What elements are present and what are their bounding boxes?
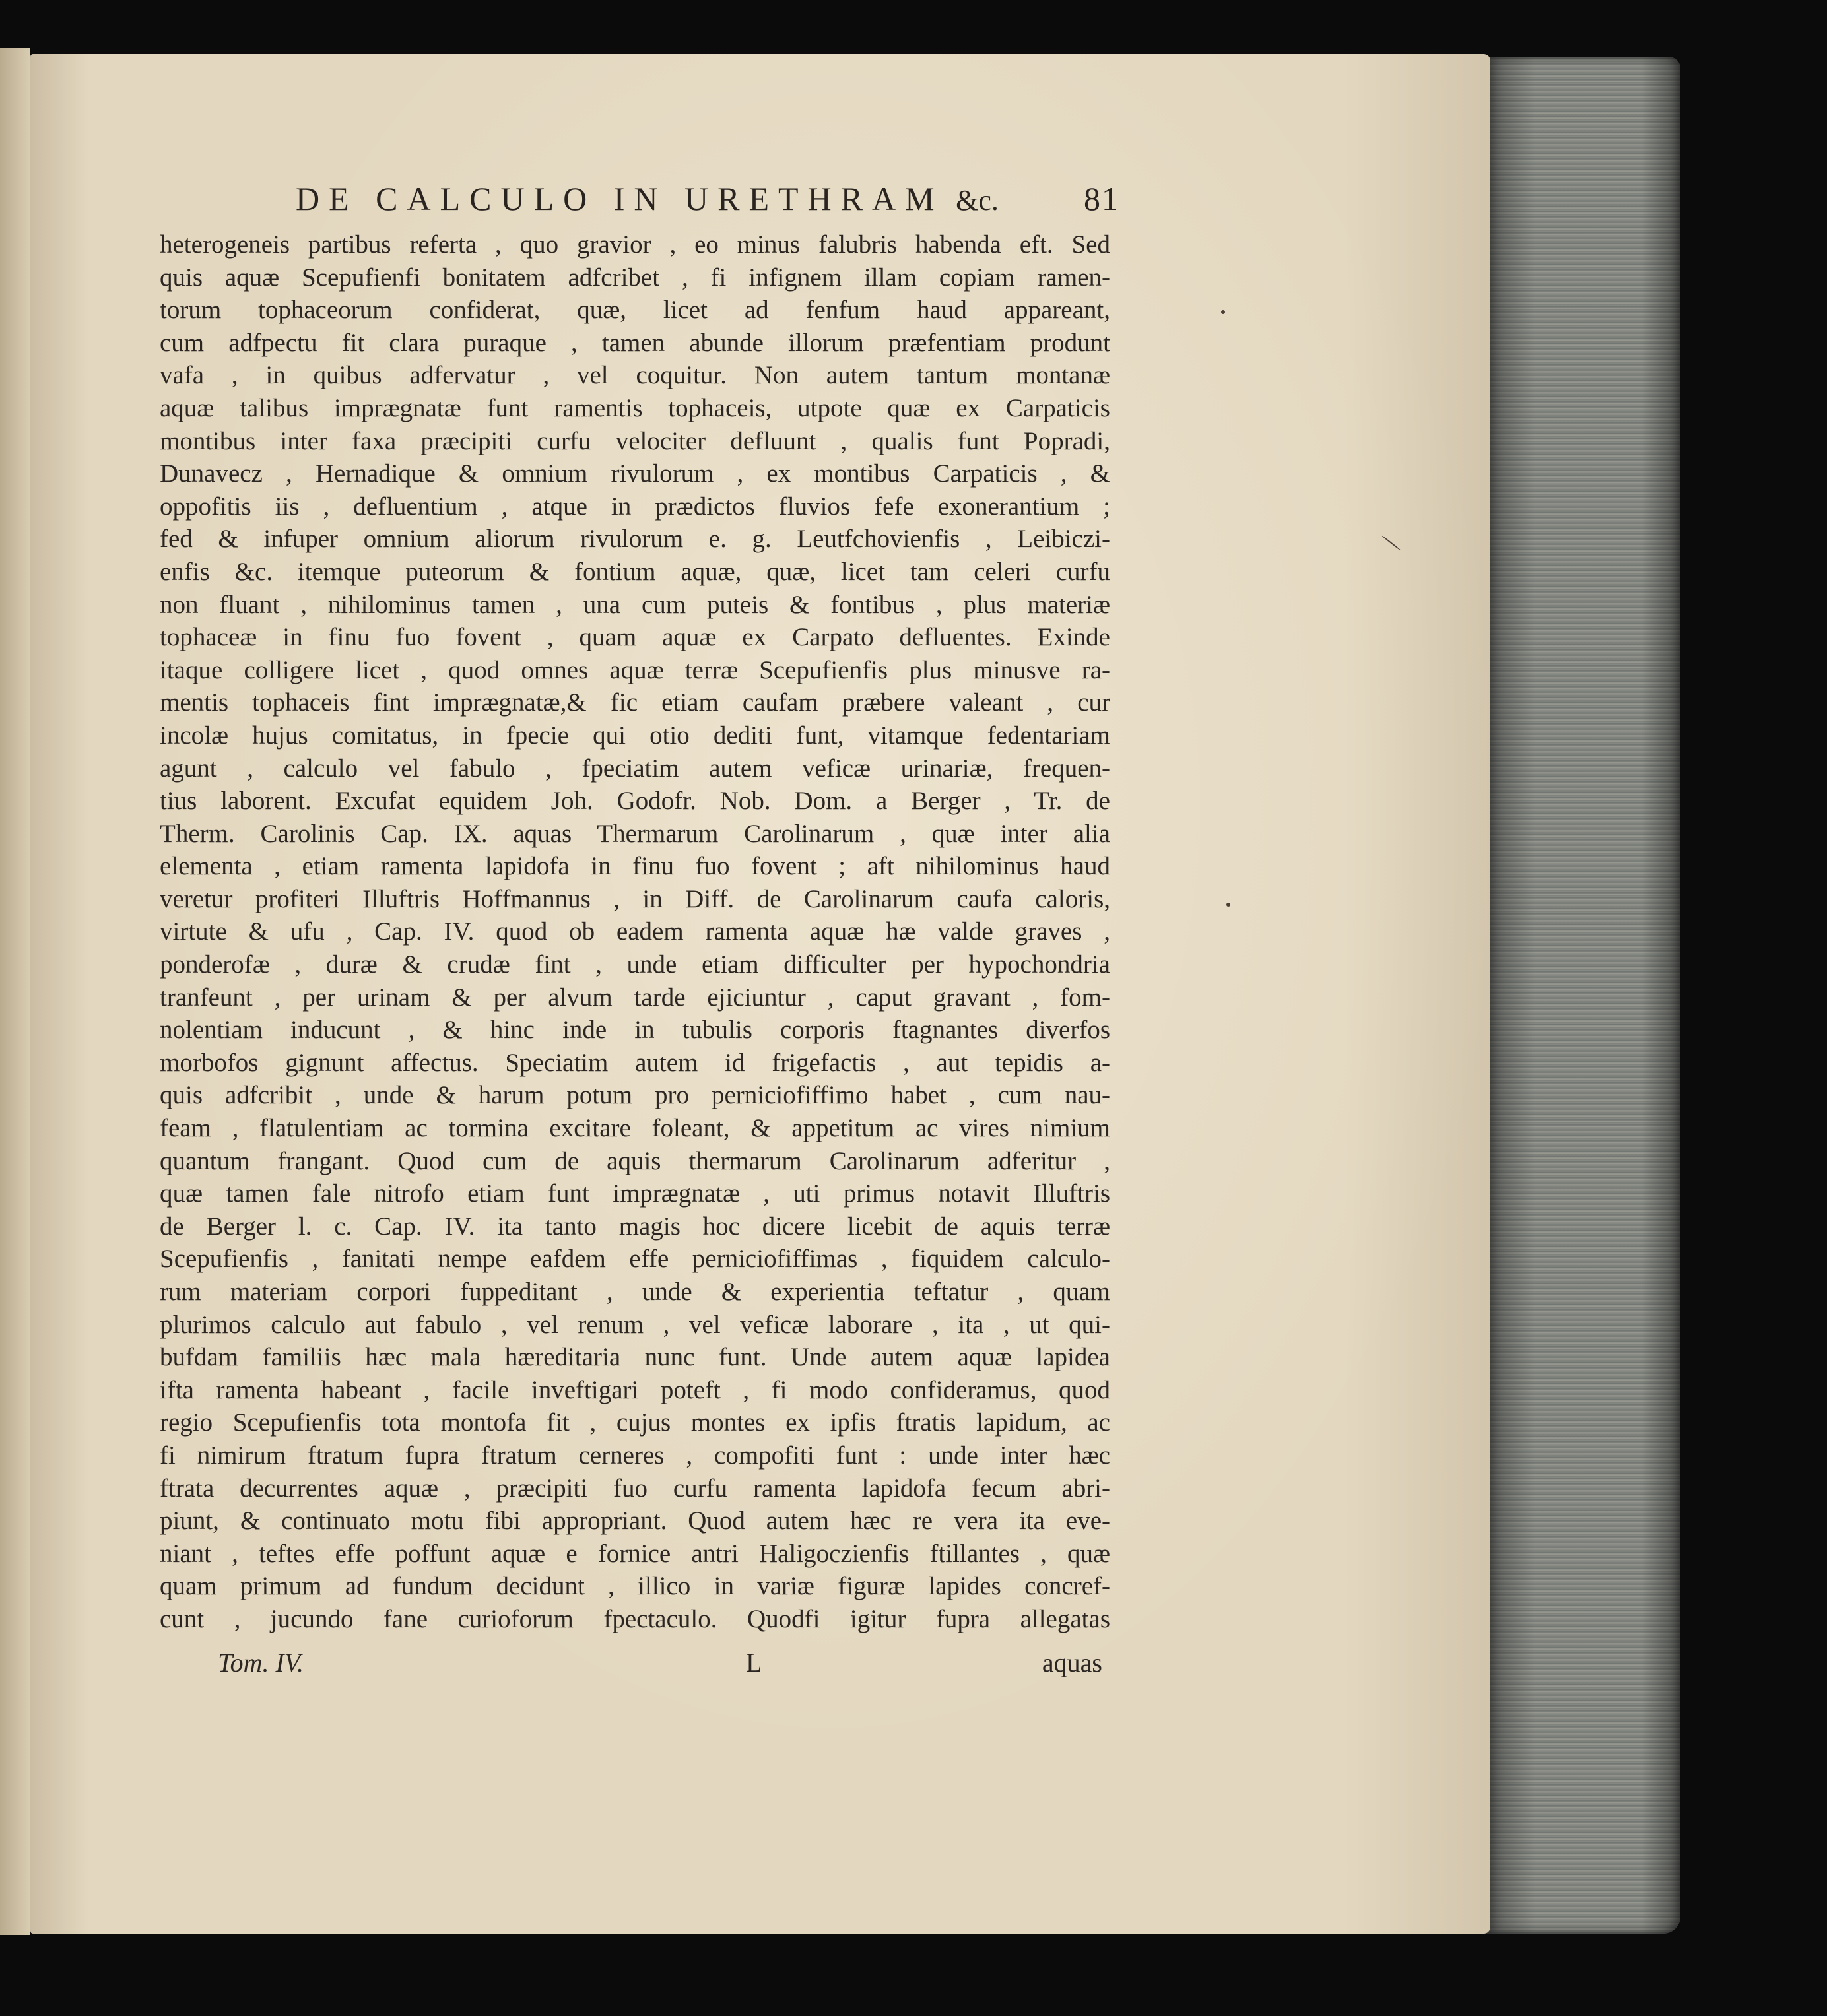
text-line: heterogeneis partibus referta , quo gravior , eo minus falubris habenda eft. Sed [160, 230, 1110, 259]
text-line: nolentiam inducunt , & hinc inde in tubulis corporis ftagnantes diverfos [160, 1016, 1110, 1045]
text-line: quis adfcribit , unde & harum potum pro perniciofiffimo habet , cum nau- [160, 1081, 1110, 1110]
text-line: elementa , etiam ramenta lapidofa in finu fuo fovent ; aft nihilominus haud [160, 852, 1110, 881]
text-line: fi nimirum ftratum fupra ftratum cerneres , compofiti funt : unde inter hæc [160, 1441, 1110, 1470]
text-line: virtute & ufu , Cap. IV. quod ob eadem ramenta aquæ hæ valde graves , [160, 917, 1110, 946]
text-line: cum adfpectu fit clara puraque , tamen abunde illorum præfentiam produnt [160, 328, 1110, 357]
running-title: DE CALCULO IN URETHRAM [296, 180, 944, 217]
text-line: oppofitis iis , defluentium , atque in prædictos fluvios fefe exonerantium ; [160, 492, 1110, 521]
text-line: ftrata decurrentes aquæ , præcipiti fuo curfu ramenta lapidofa fecum abri- [160, 1474, 1110, 1503]
text-line: bufdam familiis hæc mala hæreditaria nunc funt. Unde autem aquæ lapidea [160, 1343, 1110, 1372]
page-speck [1221, 310, 1225, 314]
text-line: quantum frangant. Quod cum de aquis thermarum Carolinarum adferitur , [160, 1146, 1110, 1175]
text-line: agunt , calculo vel fabulo , fpeciatim autem veficæ urinariæ, frequen- [160, 754, 1110, 783]
text-line: veretur profiteri Illuftris Hoffmannus , in Diff. de Carolinarum caufa caloris, [160, 884, 1110, 913]
text-line: piunt, & continuato motu fibi appropriant. Quod autem hæc re vera ita eve- [160, 1507, 1110, 1536]
text-line: mentis tophaceis fint imprægnatæ,& fic etiam caufam præbere valeant , cur [160, 688, 1110, 717]
text-line: feam , flatulentiam ac tormina excitare foleant, & appetitum ac vires nimium [160, 1114, 1110, 1143]
body-text-block [160, 228, 1110, 1667]
text-line: aquæ talibus imprægnatæ funt ramentis tophaceis, utpote quæ ex Carpaticis [160, 393, 1110, 422]
text-line: itaque colligere licet , quod omnes aquæ terræ Scepufienfis plus minusve ra- [160, 655, 1110, 684]
text-line: Scepufienfis , fanitati nempe eafdem effe perniciofiffimas , fiquidem calculo- [160, 1245, 1110, 1274]
catchword: aquas [1042, 1648, 1102, 1677]
page-number: 81 [1084, 180, 1119, 217]
text-line: enfis &c. itemque puteorum & fontium aquæ, quæ, licet tam celeri curfu [160, 557, 1110, 586]
running-title-etc: &c. [956, 184, 999, 216]
text-line: de Berger l. c. Cap. IV. ita tanto magis hoc dicere licebit de aquis terræ [160, 1212, 1110, 1241]
volume-signature: Tom. IV. [218, 1648, 304, 1677]
text-line: torum tophaceorum confiderat, quæ, licet ad fenfum haud appareant, [160, 296, 1110, 325]
text-line: morbofos gignunt affectus. Speciatim autem id frigefactis , aut tepidis a- [160, 1048, 1110, 1077]
text-line: montibus inter faxa præcipiti curfu velociter defluunt , qualis funt Popradi, [160, 426, 1110, 455]
text-line: ifta ramenta habeant , facile inveftigari poteft , fi modo confideramus, quod [160, 1375, 1110, 1404]
text-line: tophaceæ in finu fuo fovent , quam aquæ ex Carpato defluentes. Exinde [160, 623, 1110, 652]
running-header [296, 177, 1119, 220]
text-line: fed & infuper omnium aliorum rivulorum e. g. Leutfchovienfis , Leibiczi- [160, 525, 1110, 554]
text-line: ponderofæ , duræ & crudæ fint , unde etiam difficulter per hypochondria [160, 950, 1110, 979]
text-line: niant , teftes effe poffunt aquæ e fornice antri Haligoczienfis ftillantes , quæ [160, 1539, 1110, 1568]
page-speck [1226, 903, 1230, 907]
text-line: vafa , in quibus adfervatur , vel coquitur. Non autem tantum montanæ [160, 361, 1110, 390]
text-line: Therm. Carolinis Cap. IX. aquas Thermarum Carolinarum , quæ inter alia [160, 819, 1110, 848]
text-line: tius laborent. Excufat equidem Joh. Godofr. Nob. Dom. a Berger , Tr. de [160, 787, 1110, 816]
text-line: non fluant , nihilominus tamen , una cum puteis & fontibus , plus materiæ [160, 590, 1110, 619]
text-line: cunt , jucundo fane curioforum fpectaculo. Quodfi igitur fupra allegatas [160, 1604, 1110, 1633]
text-line: quis aquæ Scepufienfi bonitatem adfcribet , fi infignem illam copiam ramen- [160, 263, 1110, 292]
previous-page-edge [0, 48, 30, 1935]
text-line: tranfeunt , per urinam & per alvum tarde ejiciuntur , caput gravant , fom- [160, 983, 1110, 1012]
text-line: incolæ hujus comitatus, in fpecie qui otio dediti funt, vitamque fedentariam [160, 721, 1110, 750]
text-line: quæ tamen fale nitrofo etiam funt imprægnatæ , uti primus notavit Illuftris [160, 1179, 1110, 1208]
text-line: rum materiam corpori fuppeditant , unde & experientia teftatur , quam [160, 1278, 1110, 1306]
text-line: plurimos calculo aut fabulo , vel renum , vel veficæ laborare , ita , ut qui- [160, 1310, 1110, 1339]
text-line: quam primum ad fundum decidunt , illico in variæ figuræ lapides concref- [160, 1572, 1110, 1601]
book-fore-edge [1486, 57, 1680, 1934]
page-footer [218, 1643, 1102, 1683]
signature-mark: L [746, 1648, 764, 1677]
text-line: Dunavecz , Hernadique & omnium rivulorum , ex montibus Carpaticis , & [160, 459, 1110, 488]
text-line: regio Scepufienfis tota montofa fit , cujus montes ex ipfis ftratis lapidum, ac [160, 1408, 1110, 1437]
